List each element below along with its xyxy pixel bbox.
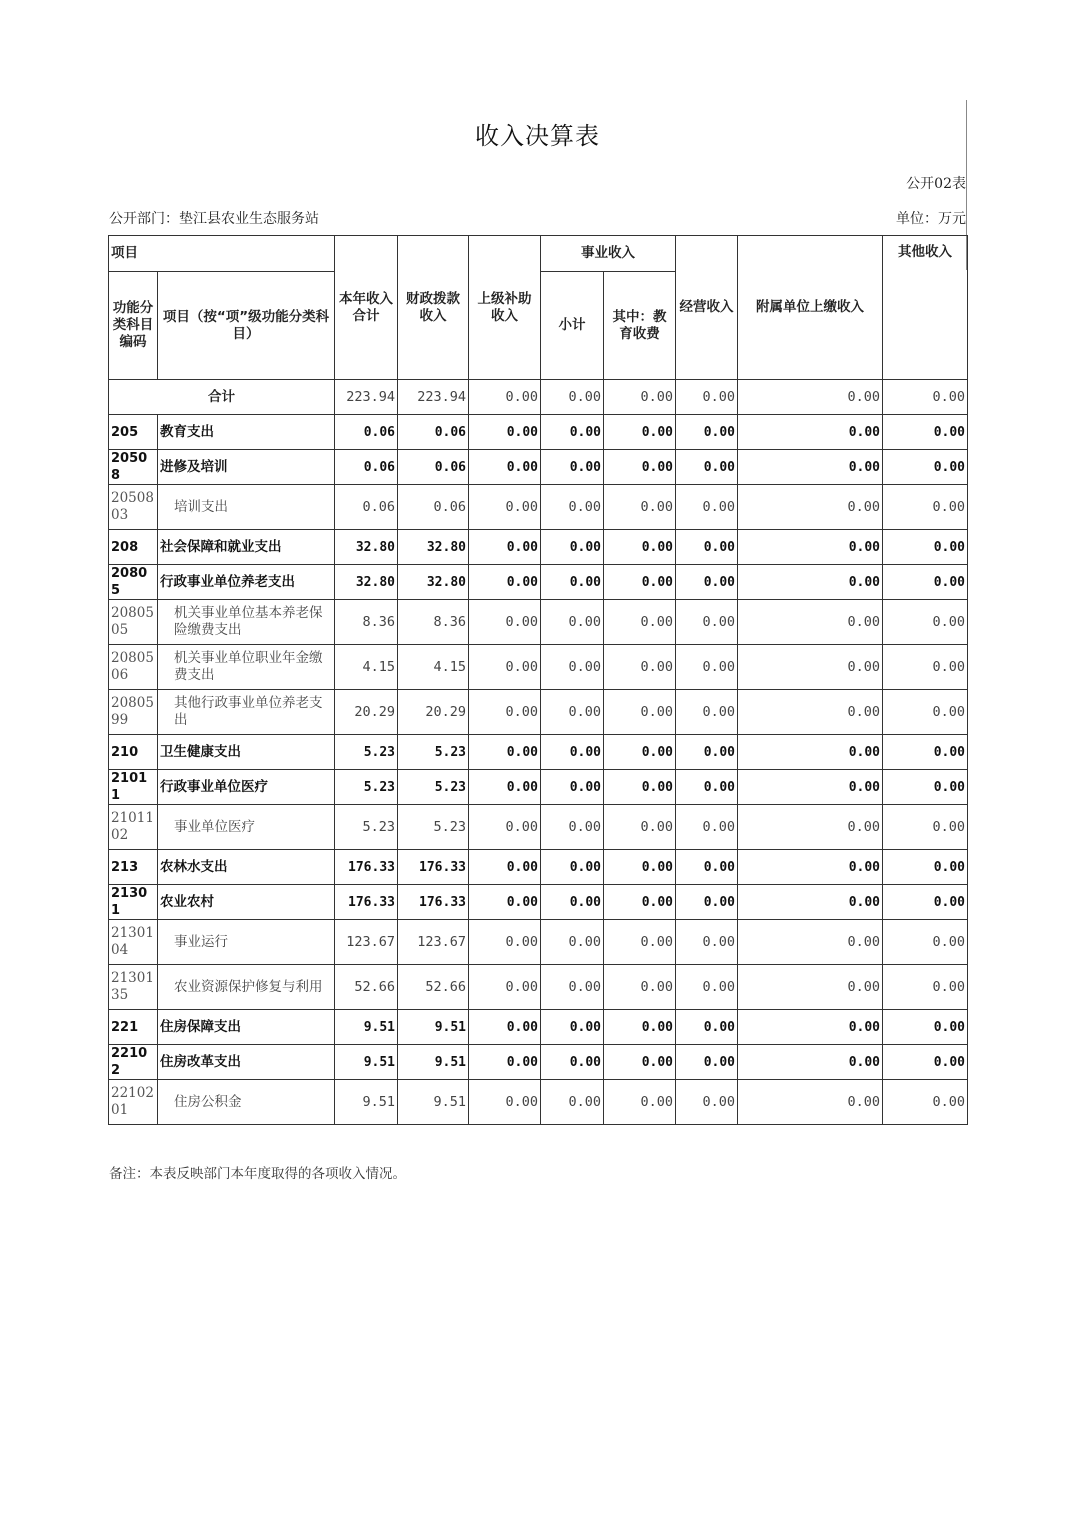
row-value: 0.00 bbox=[469, 850, 541, 885]
header-total: 本年收入合计 bbox=[335, 236, 398, 380]
row-value: 0.00 bbox=[738, 530, 883, 565]
row-value: 0.00 bbox=[541, 1010, 604, 1045]
total-row bbox=[109, 380, 968, 415]
row-value: 0.00 bbox=[604, 415, 676, 450]
row-code: 208 bbox=[109, 530, 158, 565]
row-name: 住房保障支出 bbox=[158, 1010, 335, 1045]
row-value: 176.33 bbox=[398, 885, 469, 920]
header-name: 项目（按“项”级功能分类科目） bbox=[158, 272, 335, 380]
page-title: 收入决算表 bbox=[475, 122, 600, 150]
row-value: 0.00 bbox=[469, 805, 541, 850]
row-value: 0.00 bbox=[604, 885, 676, 920]
row-value: 0.00 bbox=[738, 735, 883, 770]
row-value: 123.67 bbox=[398, 920, 469, 965]
row-value: 0.00 bbox=[541, 1045, 604, 1080]
row-value: 0.06 bbox=[335, 415, 398, 450]
row-value: 0.00 bbox=[738, 645, 883, 690]
row-code: 2080506 bbox=[109, 645, 158, 690]
row-value: 176.33 bbox=[335, 850, 398, 885]
row-name: 其他行政事业单位养老支出 bbox=[158, 690, 335, 735]
row-value: 8.36 bbox=[335, 600, 398, 645]
row-value: 0.00 bbox=[541, 770, 604, 805]
row-value: 0.00 bbox=[469, 920, 541, 965]
table-row bbox=[109, 690, 968, 735]
row-value: 0.00 bbox=[604, 735, 676, 770]
row-value: 0.00 bbox=[469, 1045, 541, 1080]
row-value: 0.00 bbox=[883, 450, 968, 485]
row-value: 0.00 bbox=[883, 805, 968, 850]
header-code: 功能分类科目编码 bbox=[109, 272, 158, 380]
row-name: 农林水支出 bbox=[158, 850, 335, 885]
table-row bbox=[109, 965, 968, 1010]
row-value: 0.06 bbox=[335, 450, 398, 485]
row-name: 进修及培训 bbox=[158, 450, 335, 485]
total-value: 0.00 bbox=[469, 380, 541, 415]
row-value: 0.00 bbox=[676, 805, 738, 850]
row-value: 20.29 bbox=[335, 690, 398, 735]
row-value: 0.00 bbox=[738, 690, 883, 735]
total-value: 223.94 bbox=[335, 380, 398, 415]
row-value: 0.00 bbox=[541, 645, 604, 690]
row-value: 0.00 bbox=[883, 885, 968, 920]
row-code: 20805 bbox=[109, 565, 158, 600]
total-value: 0.00 bbox=[738, 380, 883, 415]
row-value: 0.00 bbox=[883, 530, 968, 565]
income-table bbox=[108, 235, 968, 1125]
row-value: 0.00 bbox=[469, 690, 541, 735]
table-row bbox=[109, 415, 968, 450]
row-code: 213 bbox=[109, 850, 158, 885]
row-value: 0.00 bbox=[883, 690, 968, 735]
row-value: 0.00 bbox=[676, 770, 738, 805]
row-value: 32.80 bbox=[335, 530, 398, 565]
row-value: 0.00 bbox=[676, 965, 738, 1010]
row-value: 0.06 bbox=[398, 450, 469, 485]
row-value: 0.00 bbox=[676, 1045, 738, 1080]
row-value: 8.36 bbox=[398, 600, 469, 645]
row-value: 0.00 bbox=[883, 1010, 968, 1045]
row-value: 5.23 bbox=[398, 770, 469, 805]
row-code: 2080599 bbox=[109, 690, 158, 735]
row-value: 0.06 bbox=[398, 485, 469, 530]
row-value: 9.51 bbox=[398, 1010, 469, 1045]
row-value: 0.00 bbox=[676, 645, 738, 690]
header-career: 事业收入 bbox=[541, 236, 676, 272]
header-superior: 上级补助收入 bbox=[469, 236, 541, 380]
row-value: 0.00 bbox=[469, 530, 541, 565]
row-value: 0.00 bbox=[738, 415, 883, 450]
row-value: 0.00 bbox=[469, 1080, 541, 1125]
total-value: 223.94 bbox=[398, 380, 469, 415]
row-value: 0.00 bbox=[883, 1045, 968, 1080]
row-value: 0.00 bbox=[738, 1080, 883, 1125]
row-value: 0.00 bbox=[469, 450, 541, 485]
table-row bbox=[109, 600, 968, 645]
row-value: 0.00 bbox=[604, 805, 676, 850]
row-name: 教育支出 bbox=[158, 415, 335, 450]
table-row bbox=[109, 735, 968, 770]
row-code: 2101102 bbox=[109, 805, 158, 850]
row-value: 32.80 bbox=[335, 565, 398, 600]
footnote: 备注：本表反映部门本年度取得的各项收入情况。 bbox=[109, 1166, 406, 1182]
total-value: 0.00 bbox=[883, 380, 968, 415]
row-value: 0.00 bbox=[604, 1045, 676, 1080]
row-value: 0.00 bbox=[676, 1080, 738, 1125]
row-value: 0.00 bbox=[738, 1045, 883, 1080]
row-value: 9.51 bbox=[335, 1080, 398, 1125]
row-value: 0.00 bbox=[541, 415, 604, 450]
row-value: 0.00 bbox=[883, 565, 968, 600]
department-label: 公开部门：垫江县农业生态服务站 bbox=[109, 211, 319, 227]
row-value: 0.00 bbox=[604, 770, 676, 805]
row-value: 0.00 bbox=[676, 735, 738, 770]
row-name: 住房改革支出 bbox=[158, 1045, 335, 1080]
row-value: 0.00 bbox=[604, 1080, 676, 1125]
row-name: 培训支出 bbox=[158, 485, 335, 530]
row-name: 机关事业单位职业年金缴费支出 bbox=[158, 645, 335, 690]
header-row-1 bbox=[109, 236, 968, 272]
table-row bbox=[109, 920, 968, 965]
row-value: 0.00 bbox=[469, 885, 541, 920]
row-value: 0.00 bbox=[883, 850, 968, 885]
row-value: 0.00 bbox=[676, 565, 738, 600]
row-value: 0.00 bbox=[469, 565, 541, 600]
row-value: 0.06 bbox=[398, 415, 469, 450]
row-value: 0.00 bbox=[738, 920, 883, 965]
row-value: 52.66 bbox=[398, 965, 469, 1010]
table-row bbox=[109, 485, 968, 530]
row-value: 176.33 bbox=[335, 885, 398, 920]
form-number: 公开02表 bbox=[906, 176, 966, 192]
row-name: 农业资源保护修复与利用 bbox=[158, 965, 335, 1010]
row-value: 0.00 bbox=[676, 415, 738, 450]
row-value: 0.00 bbox=[604, 690, 676, 735]
row-value: 0.00 bbox=[883, 735, 968, 770]
row-value: 0.00 bbox=[738, 850, 883, 885]
row-value: 9.51 bbox=[335, 1045, 398, 1080]
row-name: 卫生健康支出 bbox=[158, 735, 335, 770]
row-value: 0.06 bbox=[335, 485, 398, 530]
row-value: 123.67 bbox=[335, 920, 398, 965]
header-affiliated: 附属单位上缴收入 bbox=[738, 236, 883, 380]
row-code: 210 bbox=[109, 735, 158, 770]
row-value: 0.00 bbox=[469, 770, 541, 805]
row-code: 2080505 bbox=[109, 600, 158, 645]
row-value: 5.23 bbox=[398, 735, 469, 770]
row-value: 0.00 bbox=[541, 965, 604, 1010]
table-row bbox=[109, 885, 968, 920]
row-name: 行政事业单位医疗 bbox=[158, 770, 335, 805]
row-value: 0.00 bbox=[883, 965, 968, 1010]
row-value: 52.66 bbox=[335, 965, 398, 1010]
row-value: 5.23 bbox=[335, 735, 398, 770]
row-value: 0.00 bbox=[469, 485, 541, 530]
row-value: 0.00 bbox=[883, 645, 968, 690]
table-row bbox=[109, 530, 968, 565]
row-value: 0.00 bbox=[604, 485, 676, 530]
row-code: 21301 bbox=[109, 885, 158, 920]
row-value: 0.00 bbox=[676, 1010, 738, 1045]
row-value: 0.00 bbox=[541, 920, 604, 965]
row-name: 机关事业单位基本养老保险缴费支出 bbox=[158, 600, 335, 645]
row-code: 221 bbox=[109, 1010, 158, 1045]
header-fiscal: 财政拨款收入 bbox=[398, 236, 469, 380]
row-value: 0.00 bbox=[883, 415, 968, 450]
table-row bbox=[109, 450, 968, 485]
total-value: 0.00 bbox=[541, 380, 604, 415]
table-row bbox=[109, 565, 968, 600]
table-row bbox=[109, 770, 968, 805]
table-row bbox=[109, 1010, 968, 1045]
row-value: 4.15 bbox=[335, 645, 398, 690]
row-code: 205 bbox=[109, 415, 158, 450]
unit-label: 单位：万元 bbox=[896, 211, 966, 227]
row-value: 0.00 bbox=[469, 645, 541, 690]
row-code: 21011 bbox=[109, 770, 158, 805]
row-value: 0.00 bbox=[676, 850, 738, 885]
row-value: 32.80 bbox=[398, 530, 469, 565]
row-value: 0.00 bbox=[738, 485, 883, 530]
row-value: 20.29 bbox=[398, 690, 469, 735]
table-row bbox=[109, 805, 968, 850]
total-label: 合计 bbox=[109, 380, 335, 415]
row-value: 0.00 bbox=[676, 450, 738, 485]
row-value: 176.33 bbox=[398, 850, 469, 885]
row-value: 0.00 bbox=[738, 450, 883, 485]
row-value: 0.00 bbox=[469, 735, 541, 770]
row-value: 0.00 bbox=[541, 690, 604, 735]
row-code: 20508 bbox=[109, 450, 158, 485]
row-name: 农业农村 bbox=[158, 885, 335, 920]
row-value: 0.00 bbox=[469, 415, 541, 450]
row-code: 22102 bbox=[109, 1045, 158, 1080]
row-value: 0.00 bbox=[541, 805, 604, 850]
row-value: 0.00 bbox=[738, 1010, 883, 1045]
row-name: 住房公积金 bbox=[158, 1080, 335, 1125]
row-value: 0.00 bbox=[541, 1080, 604, 1125]
row-value: 0.00 bbox=[676, 600, 738, 645]
table-row bbox=[109, 1045, 968, 1080]
row-value: 5.23 bbox=[335, 770, 398, 805]
row-value: 0.00 bbox=[676, 885, 738, 920]
row-value: 9.51 bbox=[335, 1010, 398, 1045]
row-value: 0.00 bbox=[676, 530, 738, 565]
row-value: 0.00 bbox=[541, 530, 604, 565]
row-code: 2130104 bbox=[109, 920, 158, 965]
table-row bbox=[109, 1080, 968, 1125]
row-value: 0.00 bbox=[541, 485, 604, 530]
table-row bbox=[109, 850, 968, 885]
row-name: 事业单位医疗 bbox=[158, 805, 335, 850]
row-value: 9.51 bbox=[398, 1045, 469, 1080]
row-value: 32.80 bbox=[398, 565, 469, 600]
row-value: 0.00 bbox=[738, 805, 883, 850]
row-value: 0.00 bbox=[541, 450, 604, 485]
row-name: 社会保障和就业支出 bbox=[158, 530, 335, 565]
total-value: 0.00 bbox=[676, 380, 738, 415]
header-item: 项目 bbox=[109, 236, 335, 272]
row-value: 5.23 bbox=[335, 805, 398, 850]
row-value: 0.00 bbox=[541, 735, 604, 770]
header-other: 其他收入 bbox=[883, 236, 968, 380]
header-subtotal: 小计 bbox=[541, 272, 604, 380]
row-value: 0.00 bbox=[604, 920, 676, 965]
row-value: 0.00 bbox=[604, 600, 676, 645]
row-value: 0.00 bbox=[676, 485, 738, 530]
row-value: 0.00 bbox=[604, 850, 676, 885]
row-value: 0.00 bbox=[738, 885, 883, 920]
row-name: 事业运行 bbox=[158, 920, 335, 965]
row-value: 0.00 bbox=[604, 965, 676, 1010]
header-edu: 其中：教育收费 bbox=[604, 272, 676, 380]
row-value: 0.00 bbox=[676, 690, 738, 735]
row-value: 0.00 bbox=[541, 885, 604, 920]
row-value: 0.00 bbox=[604, 450, 676, 485]
row-value: 0.00 bbox=[604, 1010, 676, 1045]
row-value: 9.51 bbox=[398, 1080, 469, 1125]
row-value: 0.00 bbox=[738, 770, 883, 805]
row-code: 2130135 bbox=[109, 965, 158, 1010]
row-value: 0.00 bbox=[738, 600, 883, 645]
row-value: 0.00 bbox=[883, 920, 968, 965]
row-value: 0.00 bbox=[469, 600, 541, 645]
row-value: 0.00 bbox=[604, 565, 676, 600]
row-value: 0.00 bbox=[541, 565, 604, 600]
row-value: 0.00 bbox=[541, 850, 604, 885]
total-value: 0.00 bbox=[604, 380, 676, 415]
row-code: 2210201 bbox=[109, 1080, 158, 1125]
row-name: 行政事业单位养老支出 bbox=[158, 565, 335, 600]
row-value: 0.00 bbox=[604, 530, 676, 565]
header-operating: 经营收入 bbox=[676, 236, 738, 380]
row-code: 2050803 bbox=[109, 485, 158, 530]
row-value: 0.00 bbox=[469, 1010, 541, 1045]
row-value: 0.00 bbox=[738, 565, 883, 600]
row-value: 0.00 bbox=[883, 770, 968, 805]
row-value: 0.00 bbox=[541, 600, 604, 645]
row-value: 4.15 bbox=[398, 645, 469, 690]
row-value: 0.00 bbox=[883, 600, 968, 645]
row-value: 0.00 bbox=[738, 965, 883, 1010]
row-value: 0.00 bbox=[883, 1080, 968, 1125]
table-row bbox=[109, 645, 968, 690]
row-value: 5.23 bbox=[398, 805, 469, 850]
row-value: 0.00 bbox=[883, 485, 968, 530]
row-value: 0.00 bbox=[604, 645, 676, 690]
row-value: 0.00 bbox=[676, 920, 738, 965]
row-value: 0.00 bbox=[469, 965, 541, 1010]
